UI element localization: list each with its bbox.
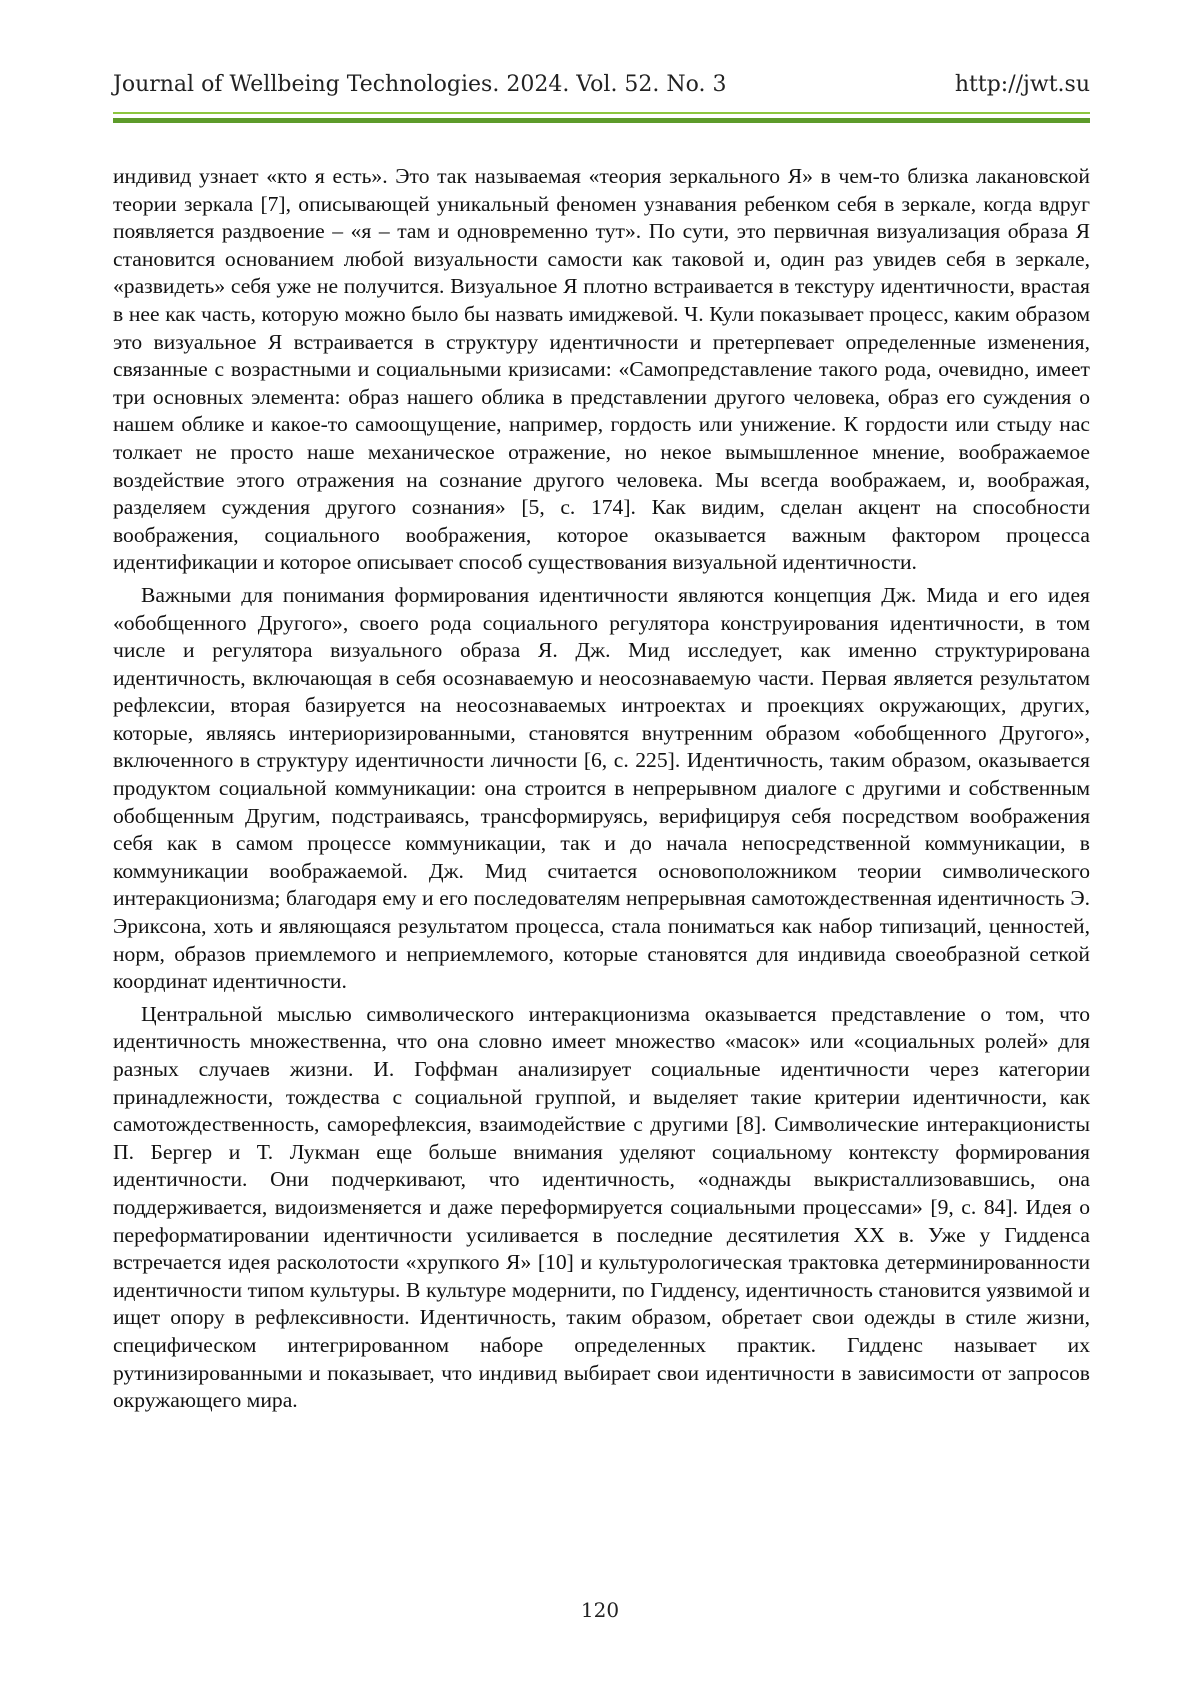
paragraph-continued: индивид узнает «кто я есть». Это так называемая «теория зеркального Я» в чем-то близка лакановской теории зеркала [7], описывающей уникальный феномен узнавания ребенком себя в зеркале, когда вдруг появляется раздвоение – «я – там и одновременно тут». По сути, это первичная визуализация образа Я становится основанием любой визуальности самости как таковой и, один раз увидев себя в зеркале, «развидеть» себя уже не получится. Визуальное Я плотно встраивается в текстуру идентичности, врастая в нее как часть, которую можно было бы назвать имиджевой. Ч. Кули показывает процесс, каким образом это визуальное Я встраивается в структуру идентичности и претерпевает определенные изменения, связанные с возрастными и социальными кризисами: «Самопредставление такого рода, очевидно, имеет три основных элемента: образ нашего облика в представлении другого человека, образ его суждения о нашем облике и какое-то самоощущение, например, гордость или унижение. К гордости или стыду нас толкает не просто наше механическое отражение, но некое вымышленное мнение, воображаемое воздействие этого отражения на сознание другого человека. Мы всегда воображаем, и, воображая, разделяем суждения другого сознания» [5, с. 174]. Как видим, сделан акцент на способности воображения, социального воображения, которое оказывается важным фактором процесса идентификации и которое описывает способ существования визуальной идентичности. bbox=[113, 164, 1090, 575]
article-body bbox=[113, 163, 1090, 1415]
header-rule-thick bbox=[113, 118, 1090, 123]
page-number: 120 bbox=[580, 1598, 620, 1622]
header-rule-thin bbox=[113, 112, 1090, 114]
journal-title: Journal of Wellbeing Technologies. 2024. Vol. 52. No. 3 bbox=[113, 72, 727, 97]
running-header bbox=[113, 72, 1090, 102]
paragraph-interactionism: Центральной мыслью символического интеракционизма оказывается представление о том, что идентичность множественна, что она словно имеет множество «масок» или «социальных ролей» для разных случаев жизни. И. Гоффман анализирует социальные идентичности через категории принадлежности, тождества с социальной группой, и выделяет такие критерии идентичности, как самотождественность, саморефлексия, взаимодействие с другими [8]. Символические интеракционисты П. Бергер и Т. Лукман еще больше внимания уделяют социальному контексту формирования идентичности. Они подчеркивают, что идентичность, «однажды выкристаллизовавшись, она поддерживается, видоизменяется и даже переформируется социальными процессами» [9, с. 84]. Идея о переформатировании идентичности усиливается в последние десятилетия XX в. Уже у Гидденса встречается идея расколотости «хрупкого Я» [10] и культурологическая трактовка детерминированности идентичности типом культуры. В культуре модернити, по Гидденсу, идентичность становится уязвимой и ищет опору в рефлексивности. Идентичность, таким образом, обретает свои одежды в стиле жизни, специфическом интегрированном наборе определенных практик. Гидденс называет их рутинизированными и показывает, что индивид выбирает свои идентичности в зависимости от запросов окружающего мира. bbox=[113, 1001, 1090, 1413]
journal-url[interactable]: http://jwt.su bbox=[954, 72, 1090, 97]
paragraph-mead: Важными для понимания формирования идентичности являются концепция Дж. Мида и его идея «обобщенного Другого», своего рода социального регулятора конструирования идентичности, в том числе и регулятора визуального образа Я. Дж. Мид исследует, как именно структурирована идентичность, включающая в себя осознаваемую и неосознаваемую части. Первая является результатом рефлексии, вторая базируется на неосознаваемых интроектах и проекциях окружающих, других, которые, являясь интериоризированными, становятся внутренним образом «обобщенного Другого», включенного в структуру идентичности личности [6, с. 225]. Идентичность, таким образом, оказывается продуктом социальной коммуникации: она строится в непрерывном диалоге с другими и собственным обобщенным Другим, подстраиваясь, трансформируясь, верифицируя себя посредством воображения себя как в самом процессе коммуникации, так и до начала непосредственной коммуникации, в коммуникации воображаемой. Дж. Мид считается основоположником теории символического интеракционизма; благодаря ему и его последователям непрерывная самотождественная идентичность Э. Эриксона, хоть и являющаяся результатом процесса, стала пониматься как набор типизаций, ценностей, норм, образов приемлемого и неприемлемого, которые становятся для индивида своеобразной сеткой координат идентичности. bbox=[113, 582, 1090, 994]
